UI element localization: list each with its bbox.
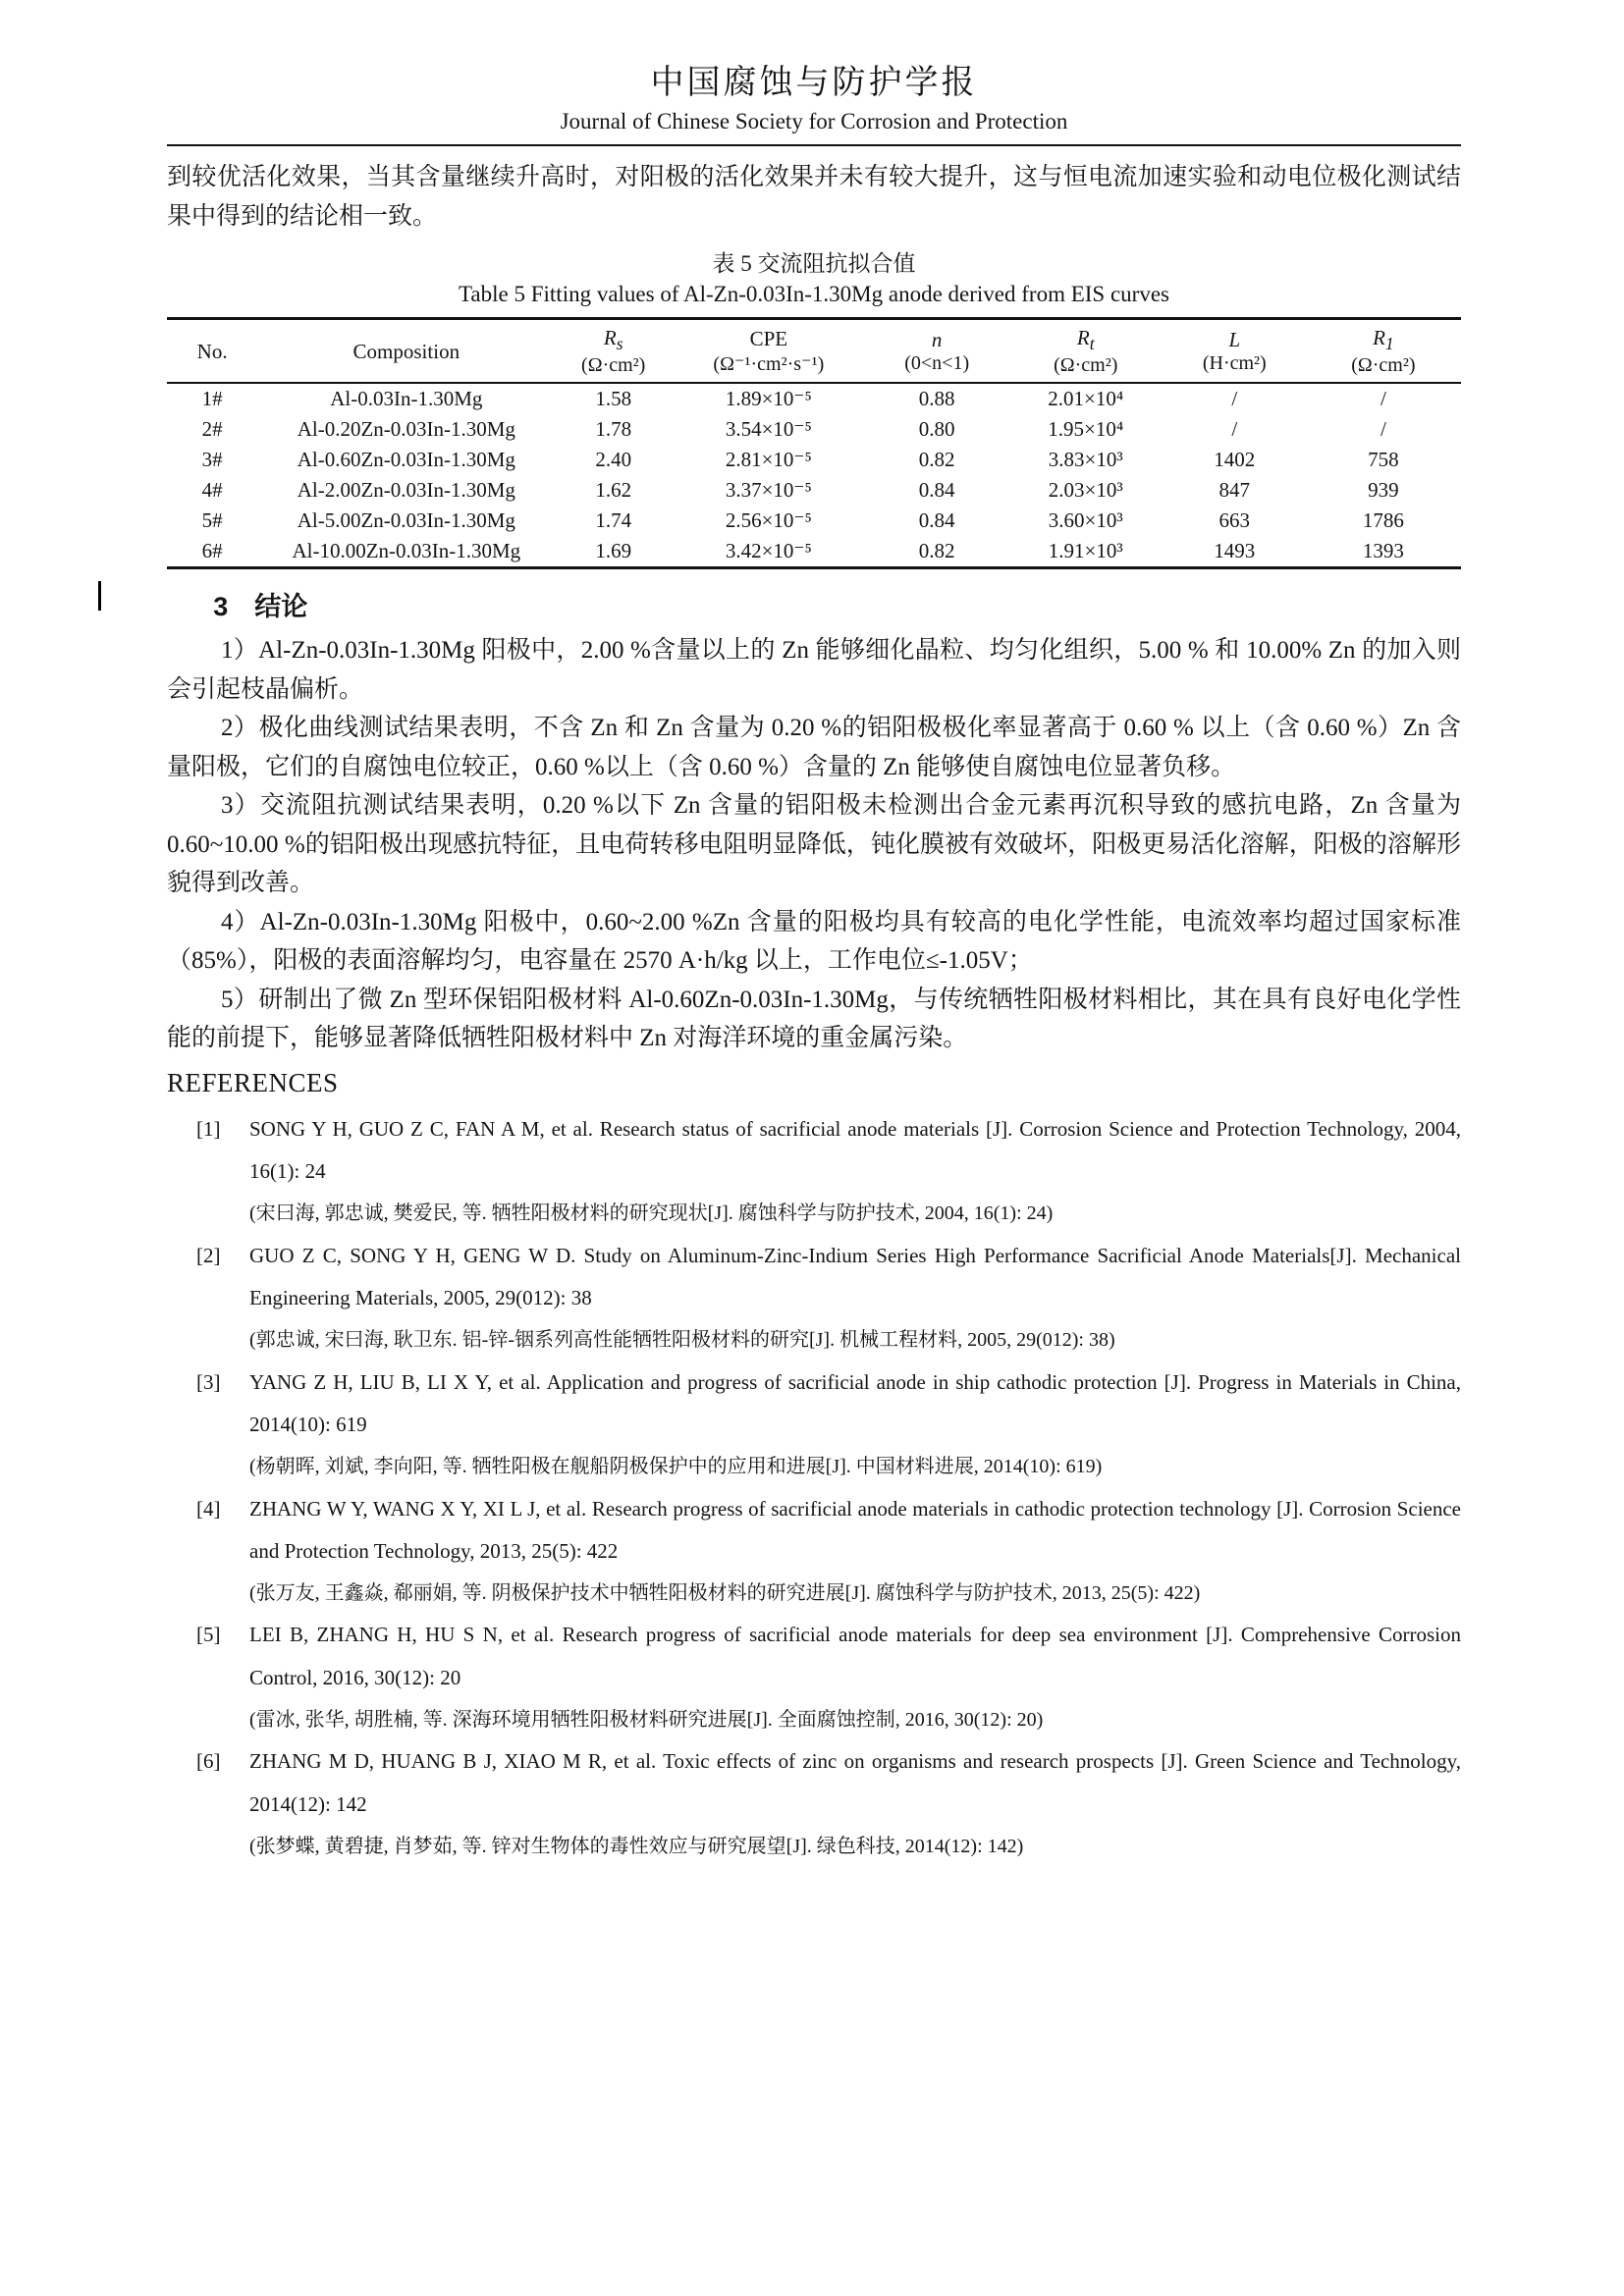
table-cell: 3.42×10⁻⁵ xyxy=(725,539,812,563)
table-cell: 1.62 xyxy=(595,478,632,503)
table-cell: 1.95×10⁴ xyxy=(1048,417,1124,442)
conclusion-paragraph: 2）极化曲线测试结果表明，不含 Zn 和 Zn 含量为 0.20 %的铝阳极极化率显著高于 0.60 % 以上（含 0.60 %）Zn 含量阳极，它们的自腐蚀电位较正，0.60 %以上（含 0.60 %）含量的 Zn 能够使自腐蚀电位显著负移。 xyxy=(167,715,1461,780)
reference-body xyxy=(249,1362,1461,1488)
column-header xyxy=(1164,319,1306,384)
reference-text-en: ZHANG M D, HUANG B J, XIAO M R, et al. Toxic effects of zinc on organisms and research prospects [J]. Green Science and Technology, 2014(12): 142 xyxy=(249,1749,1461,1817)
table-cell: Al-10.00Zn-0.03In-1.30Mg xyxy=(292,539,521,563)
table-cell: 758 xyxy=(1368,448,1399,472)
conclusion-paragraph: 4）Al-Zn-0.03In-1.30Mg 阳极中，0.60~2.00 %Zn 含量的阳极均具有较高的电化学性能，电流效率均超过国家标准（85%），阳极的表面溶解均匀，电容量在 2570 A·h/kg 以上，工作电位≤-1.05V； xyxy=(167,908,1461,975)
reference-text-zh: (宋曰海, 郭忠诚, 樊爱民, 等. 牺牲阳极材料的研究现状[J]. 腐蚀科学与防护技术, 2004, 16(1): 24) xyxy=(249,1202,1054,1225)
table-cell: / xyxy=(1231,387,1238,411)
column-symbol: No. xyxy=(196,339,228,363)
table-cell: 1# xyxy=(201,387,223,411)
reference-item xyxy=(196,1108,1461,1235)
table-cell: Al-2.00Zn-0.03In-1.30Mg xyxy=(297,478,515,503)
reference-item xyxy=(196,1362,1461,1488)
table-cell: 2# xyxy=(201,417,223,442)
conclusion-heading xyxy=(167,585,1461,623)
reference-index: [6] xyxy=(196,1749,221,1774)
table-cell: 663 xyxy=(1218,508,1251,533)
column-unit: (Ω·cm²) xyxy=(581,354,646,377)
header-rule xyxy=(167,144,1461,146)
column-symbol: $R_1$ xyxy=(1373,326,1394,354)
reference-item xyxy=(196,1488,1461,1615)
column-header xyxy=(257,319,555,384)
column-symbol: $R_s$ xyxy=(603,326,623,354)
table-cell: 847 xyxy=(1218,478,1251,503)
table-cell: 0.80 xyxy=(918,417,955,442)
table-cell: 0.82 xyxy=(918,448,955,472)
journal-title-zh: 中国腐蚀与防护学报 xyxy=(650,65,978,101)
column-unit: (Ω·cm²) xyxy=(1351,354,1416,377)
reference-text-en: LEI B, ZHANG H, HU S N, et al. Research progress of sacrificial anode materials for deep sea environment [J]. Comprehensive Corrosion Control, 2016, 30(12): 20 xyxy=(249,1623,1461,1690)
table-cell: / xyxy=(1231,417,1238,442)
reference-index: [2] xyxy=(196,1243,221,1267)
column-symbol: CPE xyxy=(749,327,788,351)
table-cell: Al-5.00Zn-0.03In-1.30Mg xyxy=(297,508,515,533)
table-cell: 4# xyxy=(201,478,223,503)
reference-text-zh: (杨朝晖, 刘斌, 李向阳, 等. 牺牲阳极在舰船阴极保护中的应用和进展[J]. 中国材料进展, 2014(10): 619) xyxy=(249,1455,1103,1477)
column-symbol: Composition xyxy=(352,339,460,363)
column-symbol: n xyxy=(931,328,943,352)
table-cell: Al-0.03In-1.30Mg xyxy=(330,387,483,411)
column-header xyxy=(1306,319,1461,384)
table-row xyxy=(167,414,1461,445)
table-cell: 1.78 xyxy=(595,417,632,442)
column-symbol: $R_t$ xyxy=(1076,326,1095,354)
reference-index: [1] xyxy=(196,1116,221,1141)
reference-item xyxy=(196,1614,1461,1740)
conclusion-paragraph: 5）研制出了微 Zn 型环保铝阳极材料 Al-0.60Zn-0.03In-1.30Mg，与传统牺牲阳极材料相比，其在具有良好电化学性能的前提下，能够显著降低牺牲阳极材料中 Zn 对海洋环境的重金属污染。 xyxy=(167,986,1461,1052)
column-unit: (Ω⁻¹·cm²·s⁻¹) xyxy=(713,353,825,376)
column-header xyxy=(672,319,866,384)
column-unit: (0<n<1) xyxy=(904,352,970,375)
table-cell: Al-0.20Zn-0.03In-1.30Mg xyxy=(297,417,515,442)
table-cell: 1393 xyxy=(1362,539,1404,563)
table-cell: 1786 xyxy=(1362,508,1404,533)
reference-body xyxy=(249,1235,1461,1362)
eis-fitting-table xyxy=(167,317,1461,569)
column-header xyxy=(866,319,1008,384)
table-cell: / xyxy=(1380,417,1386,442)
table-cell: 3.83×10³ xyxy=(1048,448,1123,472)
table-cell: 0.84 xyxy=(918,478,955,503)
table-cell: 939 xyxy=(1368,478,1399,503)
table-cell: 1493 xyxy=(1214,539,1256,563)
reference-index: [3] xyxy=(196,1369,221,1394)
reference-text-en: GUO Z C, SONG Y H, GENG W D. Study on Aluminum-Zinc-Indium Series High Performance Sacrificial Anode Materials[J]. Mechanical Engineering Materials, 2005, 29(012): 38 xyxy=(249,1243,1461,1310)
reference-text-zh: (郭忠诚, 宋曰海, 耿卫东. 铝-锌-铟系列高性能牺牲阳极材料的研究[J]. 机械工程材料, 2005, 29(012): 38) xyxy=(249,1328,1115,1351)
journal-title-en: Journal of Chinese Society for Corrosion and Protection xyxy=(560,109,1068,133)
conclusion-paragraph: 3）交流阻抗测试结果表明，0.20 %以下 Zn 含量的铝阳极未检测出合金元素再沉积导致的感抗电路，Zn 含量为 0.60~10.00 %的铝阳极出现感抗特征，且电荷转移电阻明显降低，钝化膜被有效破坏，阳极更易活化溶解，阳极的溶解形貌得到改善。 xyxy=(167,792,1461,897)
table-cell: 3.60×10³ xyxy=(1048,508,1123,533)
table-cell: / xyxy=(1380,387,1386,411)
table-header-row xyxy=(167,319,1461,384)
table-cell: 1.91×10³ xyxy=(1048,539,1123,563)
table-cell: 6# xyxy=(201,539,223,563)
table-row xyxy=(167,506,1461,536)
references-heading: REFERENCES xyxy=(167,1067,339,1097)
reference-text-en: SONG Y H, GUO Z C, FAN A M, et al. Research status of sacrificial anode materials [J]. Corrosion Science and Protection Technology, 2004, 16(1): 24 xyxy=(249,1116,1461,1184)
table-row xyxy=(167,475,1461,506)
reference-text-zh: (张梦蝶, 黄碧捷, 肖梦茹, 等. 锌对生物体的毒性效应与研究展望[J]. 绿色科技, 2014(12): 142) xyxy=(249,1835,1024,1857)
table-cell: 3.54×10⁻⁵ xyxy=(725,417,812,442)
table-cell: 1.69 xyxy=(595,539,632,563)
intro-paragraph: 到较优活化效果，当其含量继续升高时，对阳极的活化效果并未有较大提升，这与恒电流加速实验和动电位极化测试结果中得到的结论相一致。 xyxy=(167,164,1461,230)
column-header xyxy=(1008,319,1164,384)
reference-item xyxy=(196,1235,1461,1362)
conclusion-heading-number: 3 xyxy=(213,592,229,622)
reference-text-zh: (张万友, 王鑫焱, 郗丽娟, 等. 阴极保护技术中牺牲阳极材料的研究进展[J]. 腐蚀科学与防护技术, 2013, 25(5): 422) xyxy=(249,1581,1201,1604)
reference-body xyxy=(249,1614,1461,1740)
reference-text-zh: (雷冰, 张华, 胡胜楠, 等. 深海环境用牺牲阳极材料研究进展[J]. 全面腐蚀控制, 2016, 30(12): 20) xyxy=(249,1708,1044,1731)
reference-index: [5] xyxy=(196,1623,221,1647)
table-cell: 0.82 xyxy=(918,539,955,563)
table-row xyxy=(167,445,1461,475)
reference-body xyxy=(249,1488,1461,1615)
table-cell: 2.03×10³ xyxy=(1048,478,1123,503)
reference-index: [4] xyxy=(196,1496,221,1521)
table-cell: 2.56×10⁻⁵ xyxy=(725,508,812,533)
table-caption-en: Table 5 Fitting values of Al-Zn-0.03In-1.30Mg anode derived from EIS curves xyxy=(458,282,1169,306)
conclusion-heading-text: 结论 xyxy=(254,592,308,622)
table-cell: 1.89×10⁻⁵ xyxy=(725,387,812,411)
table-cell: 3# xyxy=(201,448,223,472)
table-cell: 0.88 xyxy=(918,387,955,411)
column-unit: (H·cm²) xyxy=(1202,352,1267,375)
reference-body xyxy=(249,1108,1461,1235)
table-cell: 2.01×10⁴ xyxy=(1048,387,1124,411)
table-row xyxy=(167,383,1461,414)
column-symbol: L xyxy=(1228,328,1241,352)
table-cell: 3.37×10⁻⁵ xyxy=(725,478,812,503)
table-caption-zh: 表 5 交流阻抗拟合值 xyxy=(712,251,916,276)
table-cell: 0.84 xyxy=(918,508,955,533)
table-cell: 5# xyxy=(201,508,223,533)
table-cell: 1402 xyxy=(1214,448,1256,472)
column-unit: (Ω·cm²) xyxy=(1054,354,1118,377)
reference-text-en: ZHANG W Y, WANG X Y, XI L J, et al. Research progress of sacrificial anode materials in cathodic protection technology [J]. Corrosion Science and Protection Technology, 2013, 25(5): 422 xyxy=(249,1496,1461,1564)
table-cell: 2.81×10⁻⁵ xyxy=(725,448,812,472)
table-cell: 1.74 xyxy=(595,508,632,533)
table-body xyxy=(167,383,1461,568)
column-header xyxy=(555,319,672,384)
references-list xyxy=(167,1108,1461,1868)
table-cell: 2.40 xyxy=(595,448,632,472)
conclusion-paragraph: 1）Al-Zn-0.03In-1.30Mg 阳极中，2.00 %含量以上的 Zn 能够细化晶粒、均匀化组织，5.00 % 和 10.00% Zn 的加入则会引起枝晶偏析。 xyxy=(167,637,1461,703)
reference-item xyxy=(196,1740,1461,1867)
table-cell: Al-0.60Zn-0.03In-1.30Mg xyxy=(297,448,515,472)
reference-text-en: YANG Z H, LIU B, LI X Y, et al. Application and progress of sacrificial anode in ship cathodic protection [J]. Progress in Materials in China, 2014(10): 619 xyxy=(249,1369,1461,1437)
column-header xyxy=(167,319,257,384)
table-header xyxy=(167,319,1461,384)
reference-body xyxy=(249,1740,1461,1867)
table-row xyxy=(167,536,1461,568)
table-cell: 1.58 xyxy=(595,387,632,411)
revision-mark xyxy=(98,581,101,611)
conclusion-paragraphs xyxy=(167,631,1461,1058)
